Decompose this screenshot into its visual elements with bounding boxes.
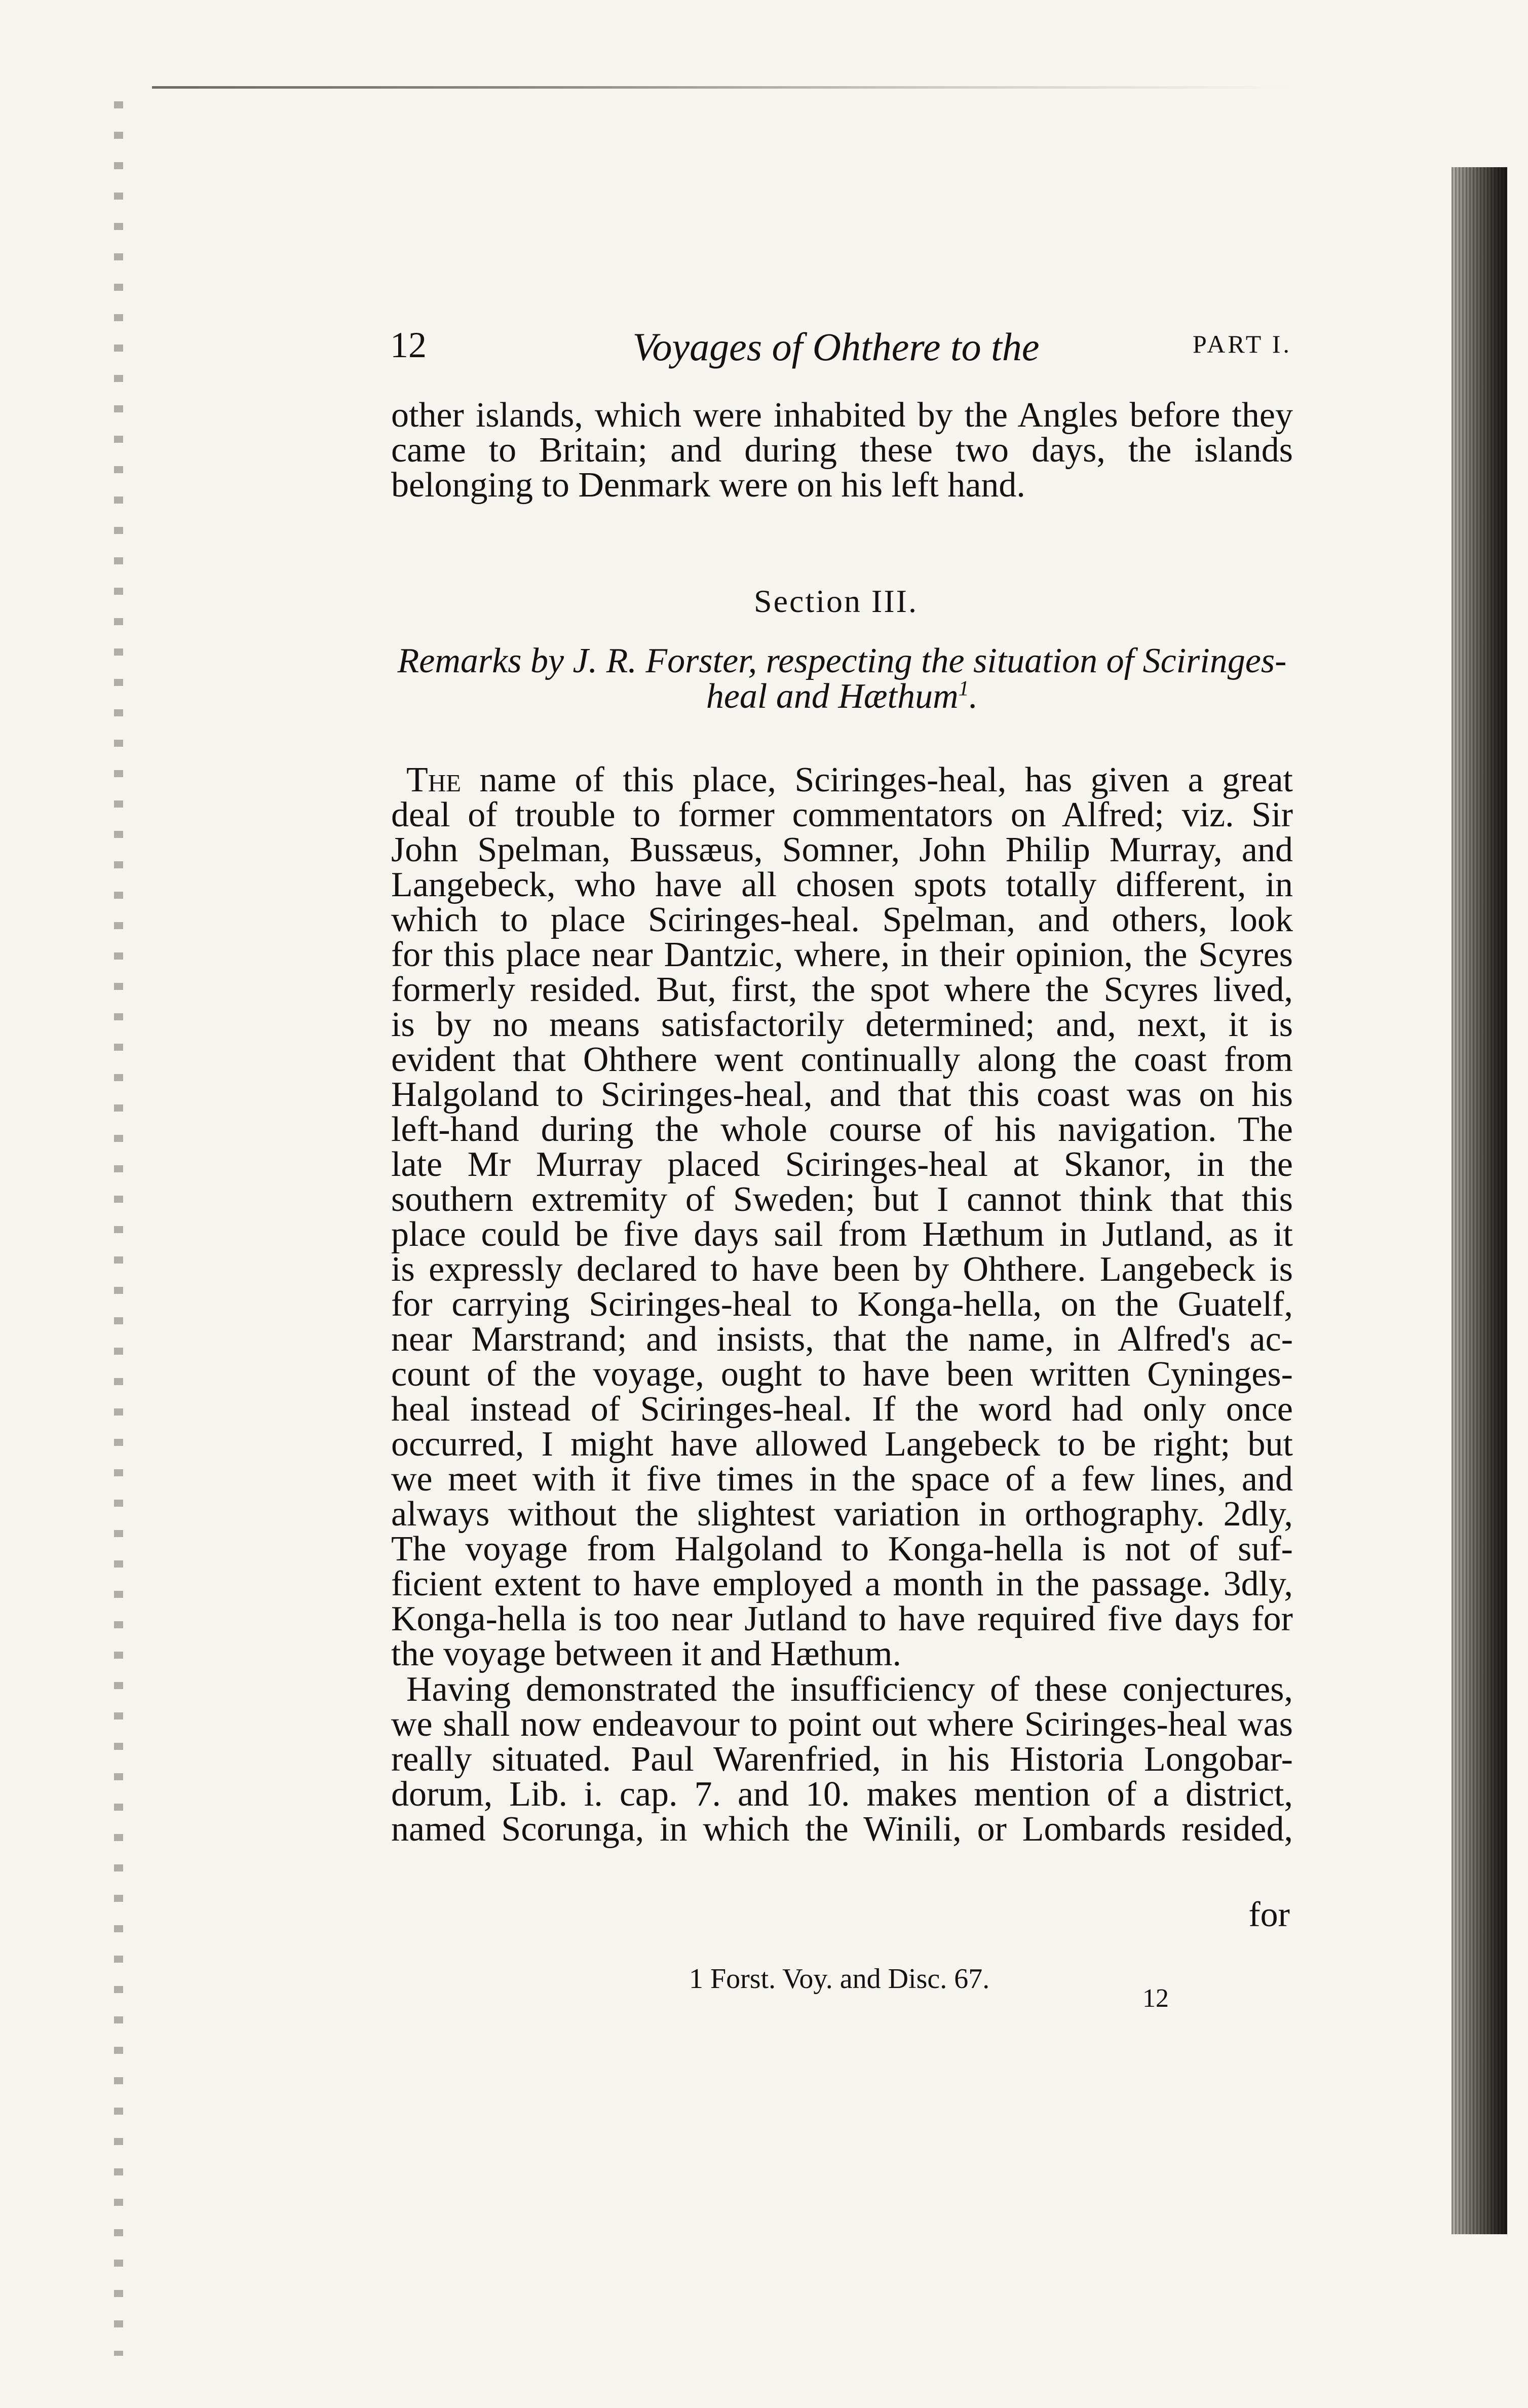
text-line: belonging to Denmark were on his left hand. xyxy=(391,466,1025,505)
text-line: other islands, which were inhabited by the Angles before they xyxy=(391,396,1293,435)
text-line xyxy=(391,762,1293,797)
text-line: really situated. Paul Warenfried, in his Historia Longobar- xyxy=(391,1740,1293,1779)
text-line: for this place near Dantzic, where, in their opinion, the Scyres xyxy=(391,935,1293,974)
text-line: is expressly declared to have been by Ohthere. Langebeck is xyxy=(391,1250,1293,1289)
catchword: for xyxy=(1248,1895,1290,1934)
text-line: we shall now endeavour to point out where Sciringes-heal was xyxy=(391,1705,1293,1744)
subtitle-text: heal and Hæthum xyxy=(706,677,959,716)
text-line: occurred, I might have allowed Langebeck to be right; but xyxy=(391,1425,1293,1464)
section-subtitle xyxy=(391,643,1293,714)
text-line: Having demonstrated the insufficiency of these conjectures, xyxy=(406,1670,1293,1709)
signature-mark: 12 xyxy=(1142,1984,1169,2013)
subtitle-line: Remarks by J. R. Forster, respecting the situation of Sciringes- xyxy=(397,641,1287,680)
page-edge-shadow-left xyxy=(114,101,123,2356)
paragraph-one xyxy=(391,762,1293,1671)
intro-paragraph xyxy=(391,398,1293,503)
text-line: always without the slightest variation in orthography. 2dly, xyxy=(391,1495,1293,1534)
text-line: place could be five days sail from Hæthum in Jutland, as it xyxy=(391,1215,1293,1254)
text-line: southern extremity of Sweden; but I cannot think that this xyxy=(391,1180,1293,1219)
text-line: ficient extent to have employed a month in the passage. 3dly, xyxy=(391,1564,1293,1603)
text-line: is by no means satisfactorily determined; and, next, it is xyxy=(391,1005,1293,1044)
running-title: Voyages of Ohthere to the xyxy=(632,325,1040,369)
first-word: The xyxy=(406,760,462,799)
text-line: which to place Sciringes-heal. Spelman, and others, look xyxy=(391,900,1293,939)
text-line: John Spelman, Bussæus, Somner, John Philip Murray, and xyxy=(391,830,1293,869)
text-line: Konga-hella is too near Jutland to have required five days for xyxy=(391,1599,1293,1638)
text-line: Langebeck, who have all chosen spots totally different, in xyxy=(391,865,1293,904)
line-rest: name of this place, Sciringes-heal, has given a great xyxy=(461,760,1293,799)
page-edge-shadow-top xyxy=(152,86,1292,89)
footnote: 1 Forst. Voy. and Disc. 67. xyxy=(689,1963,990,1995)
text-line: for carrying Sciringes-heal to Konga-hella, on the Guatelf, xyxy=(391,1285,1293,1324)
text-line: the voyage between it and Hæthum. xyxy=(391,1634,901,1673)
page-number: 12 xyxy=(390,325,427,365)
section-heading: Section III. xyxy=(754,583,918,619)
text-line: count of the voyage, ought to have been written Cyninges- xyxy=(391,1355,1293,1394)
text-line: left-hand during the whole course of his navigation. The xyxy=(391,1110,1293,1149)
text-line: formerly resided. But, first, the spot where the Scyres lived, xyxy=(391,970,1293,1009)
subtitle-end: . xyxy=(969,677,978,716)
footnote-mark: 1 xyxy=(958,677,969,701)
text-line: near Marstrand; and insists, that the name, in Alfred's ac- xyxy=(391,1320,1293,1359)
page-edge-shadow-right xyxy=(1451,167,1507,2234)
paragraph-two xyxy=(391,1672,1293,1847)
subtitle-line xyxy=(391,679,1293,714)
text-line: The voyage from Halgoland to Konga-hella is not of suf- xyxy=(391,1530,1293,1569)
text-line: late Mr Murray placed Sciringes-heal at Skanor, in the xyxy=(391,1145,1293,1184)
text-line: came to Britain; and during these two days, the islands xyxy=(391,431,1293,470)
text-line: evident that Ohthere went continually along the coast from xyxy=(391,1040,1293,1079)
running-header xyxy=(380,324,1292,380)
text-line: heal instead of Sciringes-heal. If the word had only once xyxy=(391,1390,1293,1429)
text-line: Halgoland to Sciringes-heal, and that this coast was on his xyxy=(391,1075,1293,1114)
text-line: deal of trouble to former commentators on Alfred; viz. Sir xyxy=(391,795,1293,834)
text-line: dorum, Lib. i. cap. 7. and 10. makes mention of a district, xyxy=(391,1775,1293,1814)
text-line: we meet with it five times in the space of a few lines, and xyxy=(391,1460,1293,1499)
text-line: named Scorunga, in which the Winili, or Lombards resided, xyxy=(391,1810,1293,1849)
part-label: PART I. xyxy=(1193,330,1292,358)
